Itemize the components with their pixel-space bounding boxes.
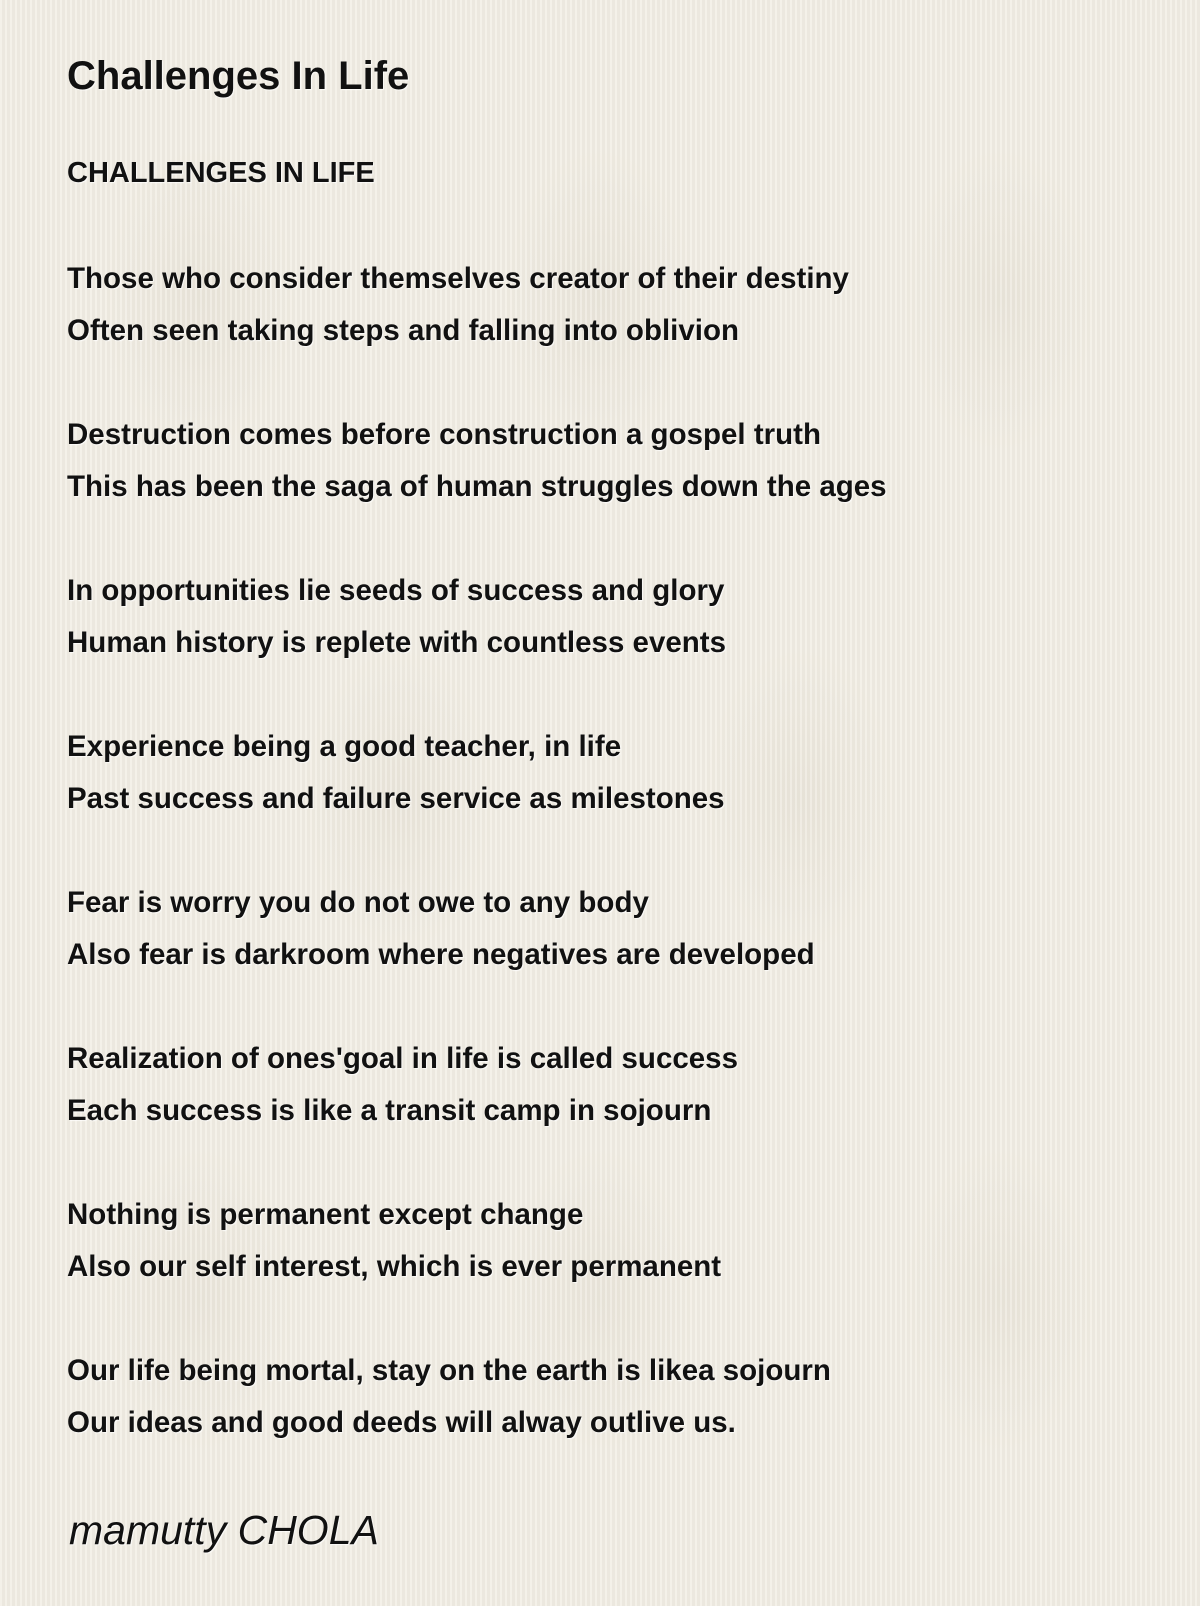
poem-title: Challenges In Life	[67, 54, 410, 98]
poem-line: Also our self interest, which is ever permanent	[67, 1250, 722, 1283]
poem-heading: CHALLENGES IN LIFE	[67, 157, 375, 189]
poem-line: Nothing is permanent except change	[67, 1198, 584, 1231]
poem-line: Each success is like a transit camp in sojourn	[67, 1094, 712, 1127]
poem-line: Also fear is darkroom where negatives are developed	[67, 938, 815, 971]
poem-line: Realization of ones'goal in life is called success	[67, 1042, 738, 1075]
poem-line: Fear is worry you do not owe to any body	[67, 886, 649, 919]
poem-line: Experience being a good teacher, in life	[67, 730, 622, 763]
poem-line: Destruction comes before construction a gospel truth	[67, 418, 821, 451]
poem-line: Our life being mortal, stay on the earth is likea sojourn	[67, 1354, 831, 1387]
poem-line: Our ideas and good deeds will alway outlive us.	[67, 1406, 736, 1439]
poem-line: Past success and failure service as milestones	[67, 782, 725, 815]
poem-line: Often seen taking steps and falling into oblivion	[67, 314, 740, 347]
poem-author: mamutty CHOLA	[69, 1507, 379, 1553]
poem-line: Those who consider themselves creator of their destiny	[67, 262, 849, 295]
poem-line: In opportunities lie seeds of success and glory	[67, 574, 725, 607]
poem-line: This has been the saga of human struggles down the ages	[67, 470, 887, 503]
poem-line: Human history is replete with countless events	[67, 626, 727, 659]
